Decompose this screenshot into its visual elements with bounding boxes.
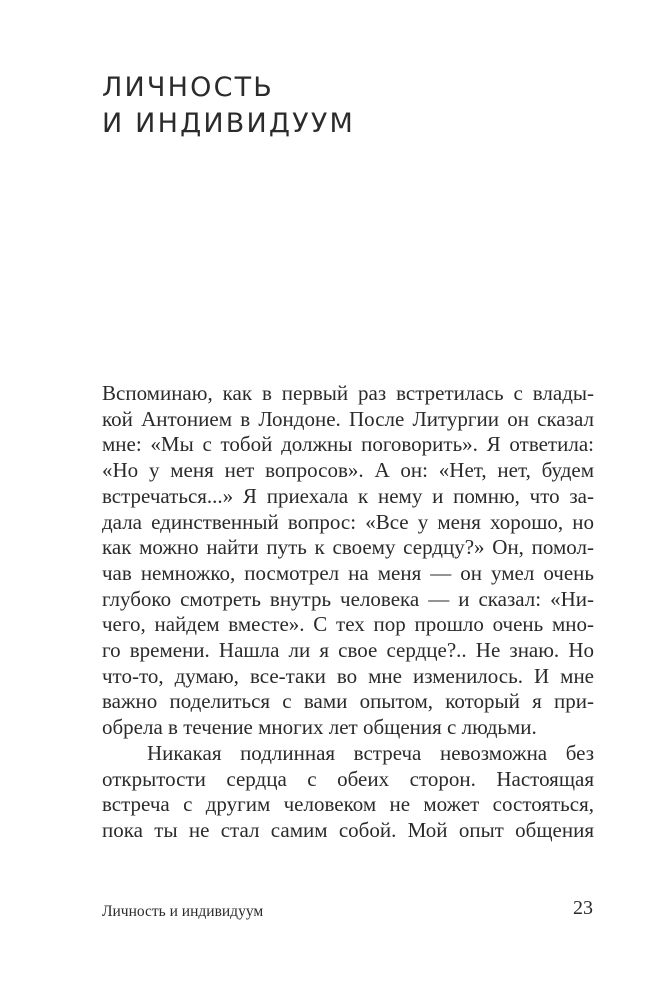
text-line: чав немножко, посмотрел на меня — он умел очень [102, 560, 594, 585]
text-line: дала единственный вопрос: «Все у меня хорошо, но [102, 509, 594, 534]
text-line: обрела в течение многих лет общения с людьми. [102, 715, 537, 740]
text-line: Никакая подлинная встреча невозможна без [147, 740, 594, 765]
text-line: встреча с другим человеком не может состояться, [102, 792, 594, 817]
text-line: Вспоминаю, как в первый раз встретилась с влады- [102, 381, 594, 405]
page-number: 23 [573, 897, 593, 919]
paragraph-2 [102, 741, 594, 844]
text-line: встречаться...» Я приехала к нему и помню, что за- [102, 483, 594, 508]
running-footer-title: Личность и индивидуум [102, 903, 264, 920]
text-line: глубоко смотреть внутрь человека — и сказал: «Ни- [102, 586, 594, 611]
text-line: что-то, думаю, все-таки во мне изменилось. И мне [102, 663, 594, 688]
text-line: мне: «Мы с тобой должны поговорить». Я ответила: [102, 432, 594, 457]
text-line: чего, найдем вместе». С тех пор прошло очень мно- [102, 612, 594, 637]
text-line: открытости сердца с обеих сторон. Настоящая [102, 766, 594, 791]
text-line: «Но у меня нет вопросов». А он: «Нет, нет, будем [102, 458, 594, 483]
paragraph-1 [102, 381, 594, 741]
text-line: го времени. Нашла ли я свое сердце?.. Не знаю. Но [102, 638, 594, 663]
text-line: кой Антонием в Лондоне. После Литургии он сказал [102, 406, 594, 431]
chapter-title-line-1: ЛИЧНОСТЬ [102, 72, 275, 103]
chapter-title-line-2: И ИНДИВИДУУМ [102, 108, 355, 139]
body-text [102, 381, 594, 844]
text-line: важно поделиться с вами опытом, который я при- [102, 689, 594, 714]
text-line: как можно найти путь к своему сердцу?» Он, помол- [102, 535, 594, 560]
text-line: пока ты не стал самим собой. Мой опыт общения [102, 817, 594, 842]
chapter-title [102, 70, 355, 142]
